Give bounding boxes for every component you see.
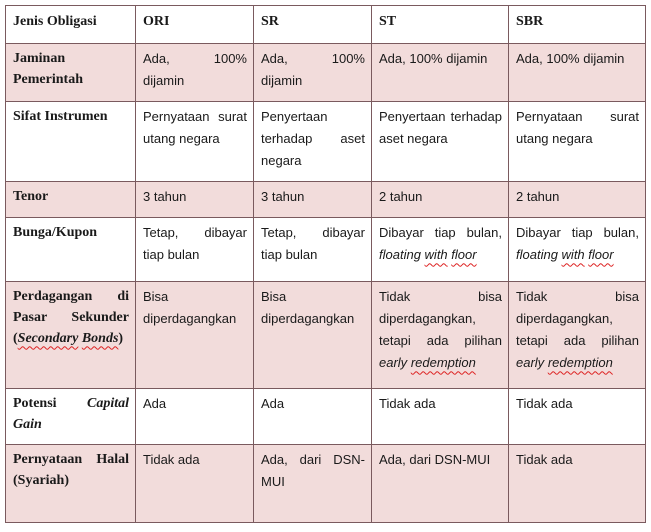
- cell-jaminan-sbr: Ada, 100% dijamin: [509, 44, 646, 102]
- cell-bunga-sbr: Dibayar tiap bulan, floating with floor: [509, 218, 646, 282]
- cell-potensi-sr: Ada: [254, 388, 372, 444]
- cell-tenor-ori: 3 tahun: [136, 182, 254, 218]
- row-label-potensi: Potensi Capital Gain: [6, 388, 136, 444]
- cell-perdagangan-ori: Bisa diperdagangkan: [136, 282, 254, 388]
- row-label-tenor: Tenor: [6, 182, 136, 218]
- cell-perdagangan-sr: Bisa diperdagangkan: [254, 282, 372, 388]
- row-label-perdagangan: Perdagangan di Pasar Sekunder (Secondary Bonds): [6, 282, 136, 388]
- cell-perdagangan-st: Tidak bisa diperdagangkan, tetapi ada pilihan early redemption: [372, 282, 509, 388]
- table-row-perdagangan: [6, 282, 646, 388]
- cell-bunga-sr: Tetap, dibayar tiap bulan: [254, 218, 372, 282]
- cell-halal-st: Ada, dari DSN-MUI: [372, 444, 509, 522]
- cell-halal-sr: Ada, dari DSN-MUI: [254, 444, 372, 522]
- cell-jaminan-st: Ada, 100% dijamin: [372, 44, 509, 102]
- cell-potensi-st: Tidak ada: [372, 388, 509, 444]
- cell-sifat-st: Penyertaan terhadap aset negara: [372, 102, 509, 182]
- cell-jaminan-ori: Ada, 100% dijamin: [136, 44, 254, 102]
- cell-jaminan-sr: Ada, 100% dijamin: [254, 44, 372, 102]
- cell-halal-sbr: Tidak ada: [509, 444, 646, 522]
- cell-tenor-sr: 3 tahun: [254, 182, 372, 218]
- row-label-jaminan: Jaminan Pemerintah: [6, 44, 136, 102]
- cell-perdagangan-sbr: Tidak bisa diperdagangkan, tetapi ada pilihan early redemption: [509, 282, 646, 388]
- header-sbr: SBR: [509, 6, 646, 44]
- cell-potensi-ori: Ada: [136, 388, 254, 444]
- row-label-bunga: Bunga/Kupon: [6, 218, 136, 282]
- cell-tenor-st: 2 tahun: [372, 182, 509, 218]
- table-row-bunga: [6, 218, 646, 282]
- table-row-jaminan: [6, 44, 646, 102]
- table-row-sifat: [6, 102, 646, 182]
- table-row-potensi: [6, 388, 646, 444]
- cell-bunga-ori: Tetap, dibayar tiap bulan: [136, 218, 254, 282]
- row-label-sifat: Sifat Instrumen: [6, 102, 136, 182]
- header-jenis-obligasi: Jenis Obligasi: [6, 6, 136, 44]
- table-row-halal: [6, 444, 646, 522]
- bond-comparison-table: [5, 5, 646, 523]
- header-sr: SR: [254, 6, 372, 44]
- header-st: ST: [372, 6, 509, 44]
- cell-sifat-sr: Penyertaan terhadap aset negara: [254, 102, 372, 182]
- table-row-tenor: [6, 182, 646, 218]
- cell-tenor-sbr: 2 tahun: [509, 182, 646, 218]
- cell-halal-ori: Tidak ada: [136, 444, 254, 522]
- header-ori: ORI: [136, 6, 254, 44]
- row-label-halal: Pernyataan Halal (Syariah): [6, 444, 136, 522]
- cell-bunga-st: Dibayar tiap bulan, floating with floor: [372, 218, 509, 282]
- cell-sifat-sbr: Pernyataan surat utang negara: [509, 102, 646, 182]
- table-header-row: [6, 6, 646, 44]
- cell-sifat-ori: Pernyataan surat utang negara: [136, 102, 254, 182]
- cell-potensi-sbr: Tidak ada: [509, 388, 646, 444]
